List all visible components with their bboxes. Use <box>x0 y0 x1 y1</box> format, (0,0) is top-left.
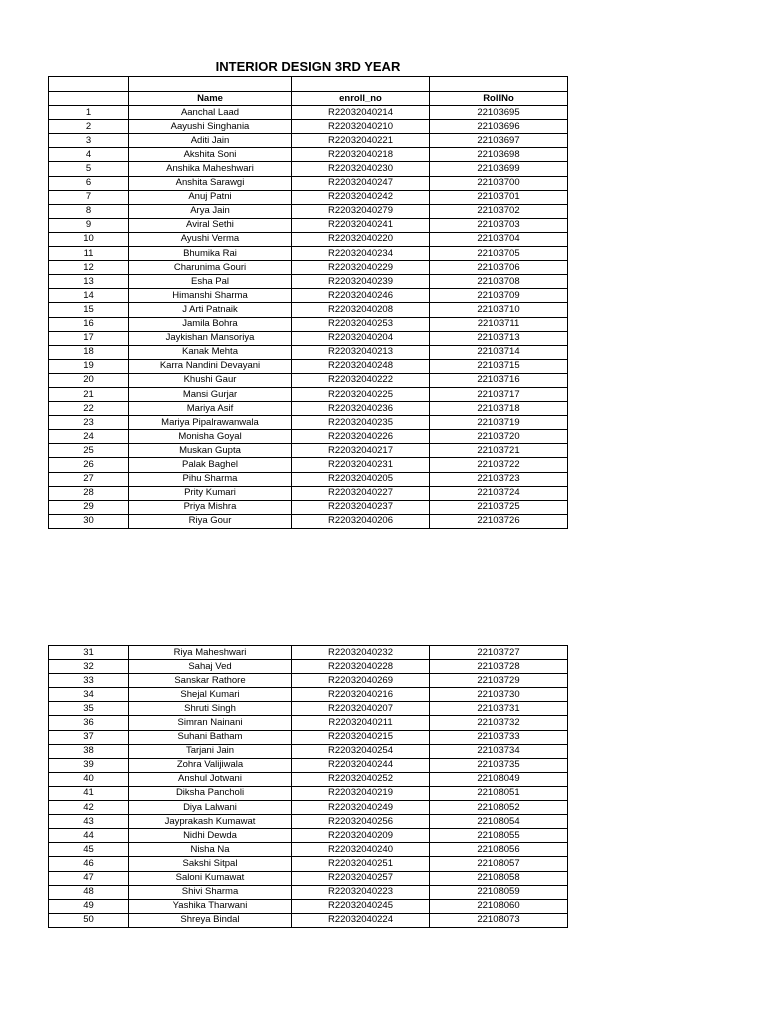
enroll-no-cell: R22032040229 <box>292 261 430 275</box>
table-row <box>49 744 568 758</box>
table-row <box>49 232 568 246</box>
serial-number-cell: 24 <box>49 430 129 444</box>
table-row <box>49 176 568 190</box>
serial-number-cell: 31 <box>49 646 129 660</box>
roll-no-cell: 22103697 <box>430 134 568 148</box>
table-row <box>49 913 568 927</box>
enroll-no-cell: R22032040205 <box>292 472 430 486</box>
student-name-cell: Jaykishan Mansoriya <box>129 331 292 345</box>
enroll-no-cell: R22032040241 <box>292 218 430 232</box>
roll-no-cell: 22103734 <box>430 744 568 758</box>
table-row <box>49 857 568 871</box>
serial-number-cell: 26 <box>49 458 129 472</box>
enroll-no-cell: R22032040216 <box>292 688 430 702</box>
enroll-no-cell: R22032040230 <box>292 162 430 176</box>
roll-no-cell: 22103724 <box>430 486 568 500</box>
table-row <box>49 885 568 899</box>
student-name-cell: Jayprakash Kumawat <box>129 815 292 829</box>
table-row <box>49 815 568 829</box>
enroll-no-cell: R22032040224 <box>292 913 430 927</box>
enroll-no-cell: R22032040207 <box>292 702 430 716</box>
student-name-cell: Sakshi Sitpal <box>129 857 292 871</box>
roll-no-cell: 22103699 <box>430 162 568 176</box>
student-name-cell: Yashika Tharwani <box>129 899 292 913</box>
roll-no-cell: 22103721 <box>430 444 568 458</box>
roll-no-cell: 22103708 <box>430 275 568 289</box>
roll-no-cell: 22103706 <box>430 261 568 275</box>
serial-number-cell: 49 <box>49 899 129 913</box>
serial-number-cell: 9 <box>49 218 129 232</box>
serial-number-cell: 25 <box>49 444 129 458</box>
enroll-no-cell: R22032040247 <box>292 176 430 190</box>
roll-no-cell: 22103704 <box>430 232 568 246</box>
student-name-cell: Jamila Bohra <box>129 317 292 331</box>
serial-number-cell: 18 <box>49 345 129 359</box>
roll-no-cell: 22103727 <box>430 646 568 660</box>
student-name-cell: Palak Baghel <box>129 458 292 472</box>
student-name-cell: Mariya Pipalrawanwala <box>129 416 292 430</box>
serial-number-cell: 17 <box>49 331 129 345</box>
table-row <box>49 430 568 444</box>
roll-no-cell: 22103729 <box>430 674 568 688</box>
student-name-cell: Riya Maheshwari <box>129 646 292 660</box>
student-name-cell: Simran Nainani <box>129 716 292 730</box>
header-row <box>49 92 568 106</box>
serial-number-cell: 6 <box>49 176 129 190</box>
roll-no-cell: 22103728 <box>430 660 568 674</box>
empty-cell <box>49 77 129 92</box>
student-name-cell: Anuj Patni <box>129 190 292 204</box>
serial-number-cell: 3 <box>49 134 129 148</box>
table-row <box>49 204 568 218</box>
enroll-no-cell: R22032040222 <box>292 373 430 387</box>
roll-no-cell: 22103695 <box>430 106 568 120</box>
serial-number-cell: 44 <box>49 829 129 843</box>
student-name-cell: Anshita Sarawgi <box>129 176 292 190</box>
table-row <box>49 458 568 472</box>
table-row <box>49 829 568 843</box>
enroll-no-cell: R22032040218 <box>292 148 430 162</box>
roll-no-cell: 22103730 <box>430 688 568 702</box>
table-row <box>49 702 568 716</box>
table-row <box>49 261 568 275</box>
table-row <box>49 801 568 815</box>
student-name-cell: Nisha Na <box>129 843 292 857</box>
table-row <box>49 134 568 148</box>
enroll-no-cell: R22032040215 <box>292 730 430 744</box>
empty-cell <box>129 77 292 92</box>
serial-number-cell: 21 <box>49 387 129 401</box>
enroll-no-cell: R22032040240 <box>292 843 430 857</box>
serial-number-cell: 42 <box>49 801 129 815</box>
enroll-no-cell: R22032040235 <box>292 416 430 430</box>
enroll-no-cell: R22032040214 <box>292 106 430 120</box>
enroll-no-cell: R22032040252 <box>292 772 430 786</box>
student-name-cell: Shejal Kumari <box>129 688 292 702</box>
table-row <box>49 387 568 401</box>
student-table-part-1 <box>48 76 568 529</box>
roll-no-cell: 22103722 <box>430 458 568 472</box>
enroll-no-cell: R22032040231 <box>292 458 430 472</box>
table-row <box>49 373 568 387</box>
serial-number-cell: 32 <box>49 660 129 674</box>
student-name-cell: Aditi Jain <box>129 134 292 148</box>
student-name-cell: Priya Mishra <box>129 500 292 514</box>
student-name-cell: Karra Nandini Devayani <box>129 359 292 373</box>
serial-number-cell: 40 <box>49 772 129 786</box>
header-name: Name <box>129 92 292 106</box>
enroll-no-cell: R22032040217 <box>292 444 430 458</box>
serial-number-cell: 29 <box>49 500 129 514</box>
blank-row <box>49 77 568 92</box>
roll-no-cell: 22103717 <box>430 387 568 401</box>
enroll-no-cell: R22032040206 <box>292 514 430 528</box>
enroll-no-cell: R22032040219 <box>292 786 430 800</box>
header-roll-no: RollNo <box>430 92 568 106</box>
table-row <box>49 472 568 486</box>
header-sno <box>49 92 129 106</box>
serial-number-cell: 16 <box>49 317 129 331</box>
roll-no-cell: 22103703 <box>430 218 568 232</box>
table-row <box>49 148 568 162</box>
roll-no-cell: 22108051 <box>430 786 568 800</box>
student-name-cell: Charunima Gouri <box>129 261 292 275</box>
table-row <box>49 402 568 416</box>
table-row <box>49 275 568 289</box>
enroll-no-cell: R22032040249 <box>292 801 430 815</box>
enroll-no-cell: R22032040253 <box>292 317 430 331</box>
student-name-cell: Suhani Batham <box>129 730 292 744</box>
serial-number-cell: 38 <box>49 744 129 758</box>
page-title: INTERIOR DESIGN 3RD YEAR <box>215 59 401 74</box>
enroll-no-cell: R22032040236 <box>292 402 430 416</box>
serial-number-cell: 30 <box>49 514 129 528</box>
student-name-cell: Mariya Asif <box>129 402 292 416</box>
enroll-no-cell: R22032040234 <box>292 247 430 261</box>
serial-number-cell: 5 <box>49 162 129 176</box>
student-name-cell: Pihu Sharma <box>129 472 292 486</box>
student-name-cell: Esha Pal <box>129 275 292 289</box>
student-name-cell: Prity Kumari <box>129 486 292 500</box>
roll-no-cell: 22103715 <box>430 359 568 373</box>
table-row <box>49 317 568 331</box>
enroll-no-cell: R22032040244 <box>292 758 430 772</box>
table-row <box>49 758 568 772</box>
serial-number-cell: 47 <box>49 871 129 885</box>
table-row <box>49 716 568 730</box>
roll-no-cell: 22103701 <box>430 190 568 204</box>
table-row <box>49 120 568 134</box>
enroll-no-cell: R22032040221 <box>292 134 430 148</box>
roll-no-cell: 22108073 <box>430 913 568 927</box>
roll-no-cell: 22103718 <box>430 402 568 416</box>
table-row <box>49 359 568 373</box>
table-row <box>49 786 568 800</box>
table-row <box>49 444 568 458</box>
roll-no-cell: 22103714 <box>430 345 568 359</box>
enroll-no-cell: R22032040237 <box>292 500 430 514</box>
student-name-cell: Diya Lalwani <box>129 801 292 815</box>
table-row <box>49 190 568 204</box>
enroll-no-cell: R22032040211 <box>292 716 430 730</box>
serial-number-cell: 13 <box>49 275 129 289</box>
table-row <box>49 303 568 317</box>
student-name-cell: Diksha Pancholi <box>129 786 292 800</box>
student-name-cell: Tarjani Jain <box>129 744 292 758</box>
serial-number-cell: 35 <box>49 702 129 716</box>
serial-number-cell: 27 <box>49 472 129 486</box>
table-row <box>49 218 568 232</box>
serial-number-cell: 11 <box>49 247 129 261</box>
serial-number-cell: 28 <box>49 486 129 500</box>
student-name-cell: Bhumika Rai <box>129 247 292 261</box>
enroll-no-cell: R22032040228 <box>292 660 430 674</box>
table-row <box>49 247 568 261</box>
table-row <box>49 843 568 857</box>
serial-number-cell: 1 <box>49 106 129 120</box>
table-row <box>49 416 568 430</box>
serial-number-cell: 8 <box>49 204 129 218</box>
serial-number-cell: 4 <box>49 148 129 162</box>
enroll-no-cell: R22032040210 <box>292 120 430 134</box>
student-name-cell: Khushi Gaur <box>129 373 292 387</box>
enroll-no-cell: R22032040226 <box>292 430 430 444</box>
enroll-no-cell: R22032040246 <box>292 289 430 303</box>
serial-number-cell: 15 <box>49 303 129 317</box>
enroll-no-cell: R22032040223 <box>292 885 430 899</box>
student-name-cell: Shivi Sharma <box>129 885 292 899</box>
student-name-cell: Himanshi Sharma <box>129 289 292 303</box>
enroll-no-cell: R22032040279 <box>292 204 430 218</box>
table-row <box>49 162 568 176</box>
table-row <box>49 772 568 786</box>
student-name-cell: Ayushi Verma <box>129 232 292 246</box>
table-row <box>49 688 568 702</box>
serial-number-cell: 34 <box>49 688 129 702</box>
student-name-cell: Shruti Singh <box>129 702 292 716</box>
serial-number-cell: 12 <box>49 261 129 275</box>
serial-number-cell: 48 <box>49 885 129 899</box>
roll-no-cell: 22108054 <box>430 815 568 829</box>
table-row <box>49 289 568 303</box>
student-name-cell: Mansi Gurjar <box>129 387 292 401</box>
student-name-cell: Zohra Valijiwala <box>129 758 292 772</box>
enroll-no-cell: R22032040220 <box>292 232 430 246</box>
enroll-no-cell: R22032040245 <box>292 899 430 913</box>
table-row <box>49 106 568 120</box>
roll-no-cell: 22108058 <box>430 871 568 885</box>
student-name-cell: Sahaj Ved <box>129 660 292 674</box>
table-row <box>49 514 568 528</box>
student-name-cell: Sanskar Rathore <box>129 674 292 688</box>
roll-no-cell: 22103711 <box>430 317 568 331</box>
student-name-cell: Shreya Bindal <box>129 913 292 927</box>
enroll-no-cell: R22032040257 <box>292 871 430 885</box>
roll-no-cell: 22103702 <box>430 204 568 218</box>
student-name-cell: Saloni Kumawat <box>129 871 292 885</box>
table-row <box>49 345 568 359</box>
roll-no-cell: 22103720 <box>430 430 568 444</box>
enroll-no-cell: R22032040204 <box>292 331 430 345</box>
enroll-no-cell: R22032040256 <box>292 815 430 829</box>
enroll-no-cell: R22032040225 <box>292 387 430 401</box>
serial-number-cell: 2 <box>49 120 129 134</box>
enroll-no-cell: R22032040242 <box>292 190 430 204</box>
roll-no-cell: 22108059 <box>430 885 568 899</box>
student-name-cell: Monisha Goyal <box>129 430 292 444</box>
serial-number-cell: 14 <box>49 289 129 303</box>
enroll-no-cell: R22032040209 <box>292 829 430 843</box>
roll-no-cell: 22108049 <box>430 772 568 786</box>
roll-no-cell: 22103732 <box>430 716 568 730</box>
serial-number-cell: 45 <box>49 843 129 857</box>
roll-no-cell: 22103726 <box>430 514 568 528</box>
enroll-no-cell: R22032040208 <box>292 303 430 317</box>
header-enroll-no: enroll_no <box>292 92 430 106</box>
enroll-no-cell: R22032040227 <box>292 486 430 500</box>
student-name-cell: Aanchal Laad <box>129 106 292 120</box>
serial-number-cell: 50 <box>49 913 129 927</box>
student-name-cell: Anshul Jotwani <box>129 772 292 786</box>
serial-number-cell: 46 <box>49 857 129 871</box>
table-row <box>49 486 568 500</box>
student-name-cell: Muskan Gupta <box>129 444 292 458</box>
enroll-no-cell: R22032040254 <box>292 744 430 758</box>
serial-number-cell: 36 <box>49 716 129 730</box>
table-row <box>49 899 568 913</box>
roll-no-cell: 22103731 <box>430 702 568 716</box>
enroll-no-cell: R22032040239 <box>292 275 430 289</box>
student-name-cell: Arya Jain <box>129 204 292 218</box>
roll-no-cell: 22103733 <box>430 730 568 744</box>
enroll-no-cell: R22032040213 <box>292 345 430 359</box>
student-name-cell: Akshita Soni <box>129 148 292 162</box>
serial-number-cell: 33 <box>49 674 129 688</box>
serial-number-cell: 10 <box>49 232 129 246</box>
enroll-no-cell: R22032040248 <box>292 359 430 373</box>
roll-no-cell: 22103696 <box>430 120 568 134</box>
serial-number-cell: 43 <box>49 815 129 829</box>
student-name-cell: Kanak Mehta <box>129 345 292 359</box>
table-row <box>49 646 568 660</box>
enroll-no-cell: R22032040269 <box>292 674 430 688</box>
serial-number-cell: 41 <box>49 786 129 800</box>
student-name-cell: Riya Gour <box>129 514 292 528</box>
empty-cell <box>430 77 568 92</box>
roll-no-cell: 22103735 <box>430 758 568 772</box>
roll-no-cell: 22108060 <box>430 899 568 913</box>
roll-no-cell: 22103713 <box>430 331 568 345</box>
roll-no-cell: 22103705 <box>430 247 568 261</box>
table-row <box>49 871 568 885</box>
student-name-cell: Anshika Maheshwari <box>129 162 292 176</box>
roll-no-cell: 22103698 <box>430 148 568 162</box>
serial-number-cell: 22 <box>49 402 129 416</box>
table-row <box>49 331 568 345</box>
table-row <box>49 660 568 674</box>
table-row <box>49 500 568 514</box>
roll-no-cell: 22103716 <box>430 373 568 387</box>
enroll-no-cell: R22032040232 <box>292 646 430 660</box>
roll-no-cell: 22103725 <box>430 500 568 514</box>
roll-no-cell: 22108056 <box>430 843 568 857</box>
enroll-no-cell: R22032040251 <box>292 857 430 871</box>
student-table-part-2 <box>48 645 568 928</box>
roll-no-cell: 22103723 <box>430 472 568 486</box>
serial-number-cell: 23 <box>49 416 129 430</box>
table-row <box>49 730 568 744</box>
serial-number-cell: 20 <box>49 373 129 387</box>
roll-no-cell: 22103719 <box>430 416 568 430</box>
student-name-cell: Aviral Sethi <box>129 218 292 232</box>
serial-number-cell: 39 <box>49 758 129 772</box>
table-row <box>49 674 568 688</box>
roll-no-cell: 22103700 <box>430 176 568 190</box>
serial-number-cell: 37 <box>49 730 129 744</box>
roll-no-cell: 22108052 <box>430 801 568 815</box>
roll-no-cell: 22108057 <box>430 857 568 871</box>
student-name-cell: Aayushi Singhania <box>129 120 292 134</box>
student-name-cell: Nidhi Dewda <box>129 829 292 843</box>
serial-number-cell: 19 <box>49 359 129 373</box>
roll-no-cell: 22103710 <box>430 303 568 317</box>
roll-no-cell: 22103709 <box>430 289 568 303</box>
student-name-cell: J Arti Patnaik <box>129 303 292 317</box>
empty-cell <box>292 77 430 92</box>
serial-number-cell: 7 <box>49 190 129 204</box>
roll-no-cell: 22108055 <box>430 829 568 843</box>
